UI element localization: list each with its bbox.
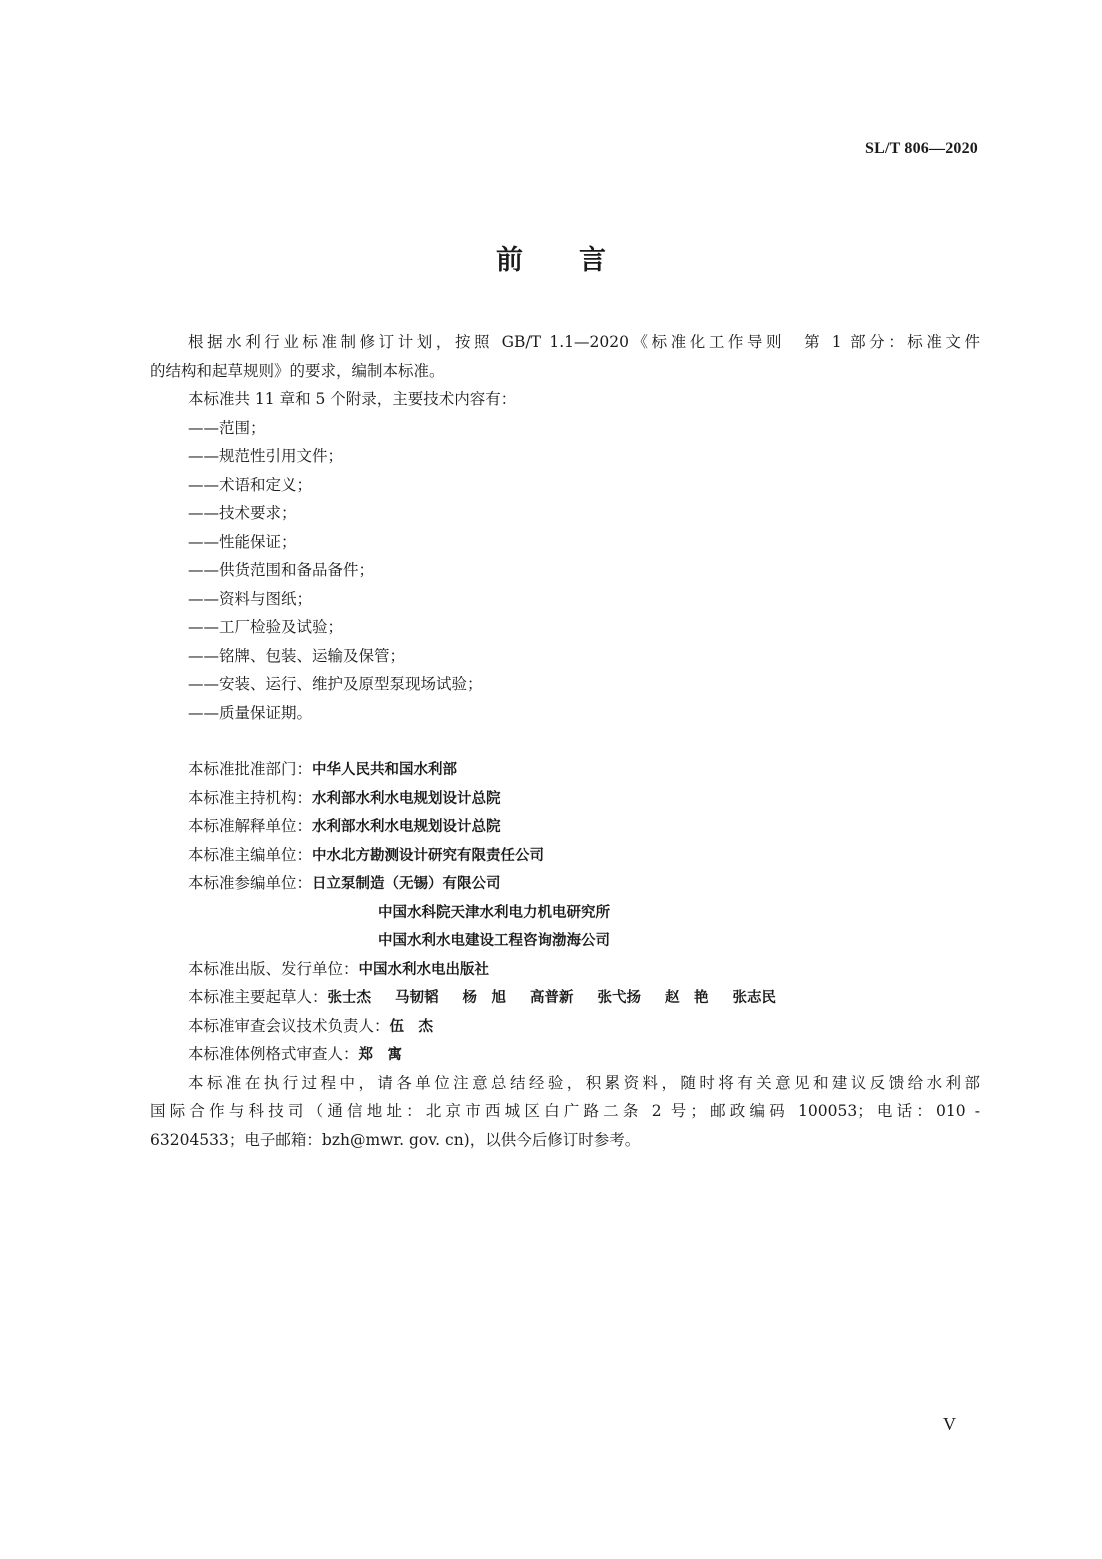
review-value: 伍 杰 — [389, 1018, 434, 1035]
closing-line-2: 国际合作与科技司（通信地址：北京市西城区白广路二条 2 号；邮政编码 100053；电话：010 - — [150, 1102, 980, 1120]
foreword-body — [150, 328, 980, 1154]
chief-label: 本标准主编单位： — [188, 845, 313, 864]
list-item: ——规范性引用文件； — [188, 447, 344, 465]
info-format — [150, 1040, 980, 1069]
intro-line-3: 本标准共 11 章和 5 个附录，主要技术内容有： — [188, 390, 517, 408]
list-item: ——性能保证； — [188, 532, 297, 551]
intro-line-2: 的结构和起草规则》的要求，编制本标准。 — [150, 361, 445, 380]
info-publisher — [150, 955, 980, 984]
intro-line-1: 根据水利行业标准制修订计划，按照 GB/T 1.1—2020《标准化工作导则 第 1 部分：标准文件 — [188, 333, 980, 351]
approve-value: 中华人民共和国水利部 — [312, 762, 458, 778]
list-item: ——工厂检验及试验； — [188, 618, 344, 636]
info-host — [150, 784, 980, 813]
page-title — [0, 238, 1102, 277]
closing-line-1: 本标准在执行过程中，请各单位注意总结经验，积累资料，随时将有关意见和建议反馈给水利部 — [188, 1073, 980, 1092]
format-value: 郑 寓 — [358, 1047, 403, 1063]
info-participants-cont — [150, 898, 980, 927]
info-drafters — [150, 983, 980, 1012]
list-item: ——技术要求； — [188, 504, 297, 522]
list-item: ——范围； — [188, 418, 266, 437]
drafter-name: 赵 艳 — [665, 990, 709, 1006]
drafter-name: 张志民 — [732, 990, 777, 1006]
drafter-name: 马韧韬 — [395, 990, 439, 1006]
info-approve — [150, 755, 980, 784]
approve-label: 本标准批准部门： — [188, 760, 313, 778]
info-participants-cont — [150, 926, 980, 955]
host-label: 本标准主持机构： — [188, 788, 313, 807]
closing-line-3: 63204533；电子邮箱：bzh@mwr. gov. cn)，以供今后修订时参考。 — [150, 1130, 641, 1149]
list-item: ——供货范围和备品备件； — [188, 561, 375, 579]
publisher-value: 中国水利水电出版社 — [358, 961, 490, 978]
info-interpret — [150, 812, 980, 841]
contents-list — [150, 414, 980, 728]
drafter-name: 杨 旭 — [462, 990, 507, 1006]
info-block — [150, 755, 980, 1069]
standard-code: SL/T 806—2020 — [865, 140, 978, 157]
info-participants — [150, 869, 980, 898]
format-label: 本标准体例格式审查人： — [188, 1045, 359, 1063]
interpret-value: 水利部水利水电规划设计总院 — [312, 819, 501, 835]
host-value: 水利部水利水电规划设计总院 — [312, 790, 501, 807]
info-chief — [150, 841, 980, 870]
title-char-2: 言 — [579, 245, 606, 276]
review-label: 本标准审查会议技术负责人： — [188, 1016, 390, 1035]
publisher-label: 本标准出版、发行单位： — [188, 959, 359, 978]
list-item: ——术语和定义； — [188, 475, 313, 494]
participant-3: 中国水利水电建设工程咨询渤海公司 — [378, 933, 610, 949]
drafter-name: 张士杰 — [327, 990, 372, 1006]
list-item: ——安装、运行、维护及原型泵现场试验； — [188, 675, 483, 693]
info-review — [150, 1012, 980, 1041]
list-item: ——资料与图纸； — [188, 589, 313, 608]
participant-1: 日立泵制造（无锡）有限公司 — [312, 876, 501, 892]
participants-label: 本标准参编单位： — [188, 874, 313, 892]
list-item: ——铭牌、包装、运输及保管； — [188, 646, 406, 665]
chief-value: 中水北方勘测设计研究有限责任公司 — [312, 847, 545, 864]
list-item: ——质量保证期。 — [188, 703, 313, 722]
page-number: V — [943, 1414, 956, 1434]
drafter-name: 高普新 — [530, 990, 574, 1006]
title-char-1: 前 — [496, 245, 523, 276]
participant-2: 中国水科院天津水利电力机电研究所 — [378, 904, 610, 921]
drafter-name: 张弋扬 — [597, 990, 642, 1006]
drafters-label: 本标准主要起草人： — [188, 988, 328, 1006]
interpret-label: 本标准解释单位： — [188, 817, 313, 835]
